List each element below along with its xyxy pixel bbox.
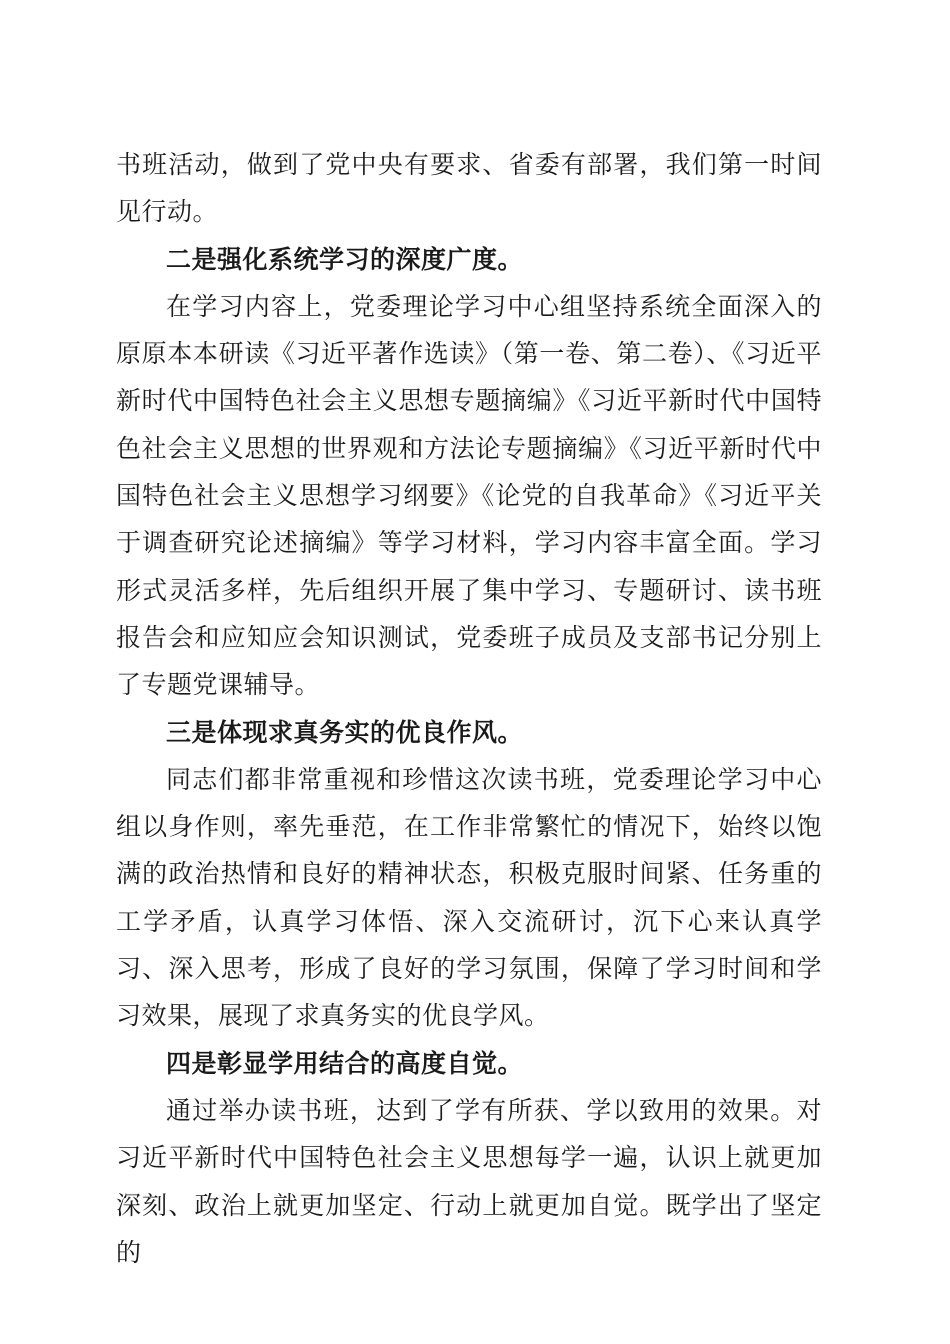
paragraph-learning-application: 通过举办读书班，达到了学有所获、学以致用的效果。对习近平新时代中国特色社会主义思想每学一遍，认识上就更加深刻、政治上就更加坚定、行动上就更加自觉。既学出了坚定的 [116, 1095, 822, 1267]
section-heading-4: 四是彰显学用结合的高度自觉。 [166, 1048, 524, 1078]
paragraph-study-content: 在学习内容上，党委理论学习中心组坚持系统全面深入的原原本本研读《习近平著作选读》（第一卷、第二卷）、《习近平新时代中国特色社会主义思想专题摘编》《习近平新时代中国特色社会主义思想的世界观和方法论专题摘编》《习近平新时代中国特色社会主义思想学习纲要》《论党的自我革命》《习近平关于调查研究论述摘编》等学习材料，学习内容丰富全面。学习形式灵活多样，先后组织开展了集中学习、专题研讨、读书班报告会和应知应会知识测试，党委班子成员及支部书记分别上了专题党课辅导。 [116, 291, 822, 700]
paragraph-work-style: 同志们都非常重视和珍惜这次读书班，党委理论学习中心组以身作则，率先垂范，在工作非常繁忙的情况下，始终以饱满的政治热情和良好的精神状态，积极克服时间紧、任务重的工学矛盾，认真学习体悟、深入交流研讨，沉下心来认真学习、深入思考，形成了良好的学习氛围，保障了学习时间和学习效果，展现了求真务实的优良学风。 [116, 764, 822, 1031]
section-heading-2: 二是强化系统学习的深度广度。 [166, 244, 524, 274]
paragraph-continuation: 书班活动，做到了党中央有要求、省委有部署，我们第一时间见行动。 [116, 150, 822, 227]
section-heading-3: 三是体现求真务实的优良作风。 [166, 717, 524, 747]
document-body [116, 141, 822, 1276]
